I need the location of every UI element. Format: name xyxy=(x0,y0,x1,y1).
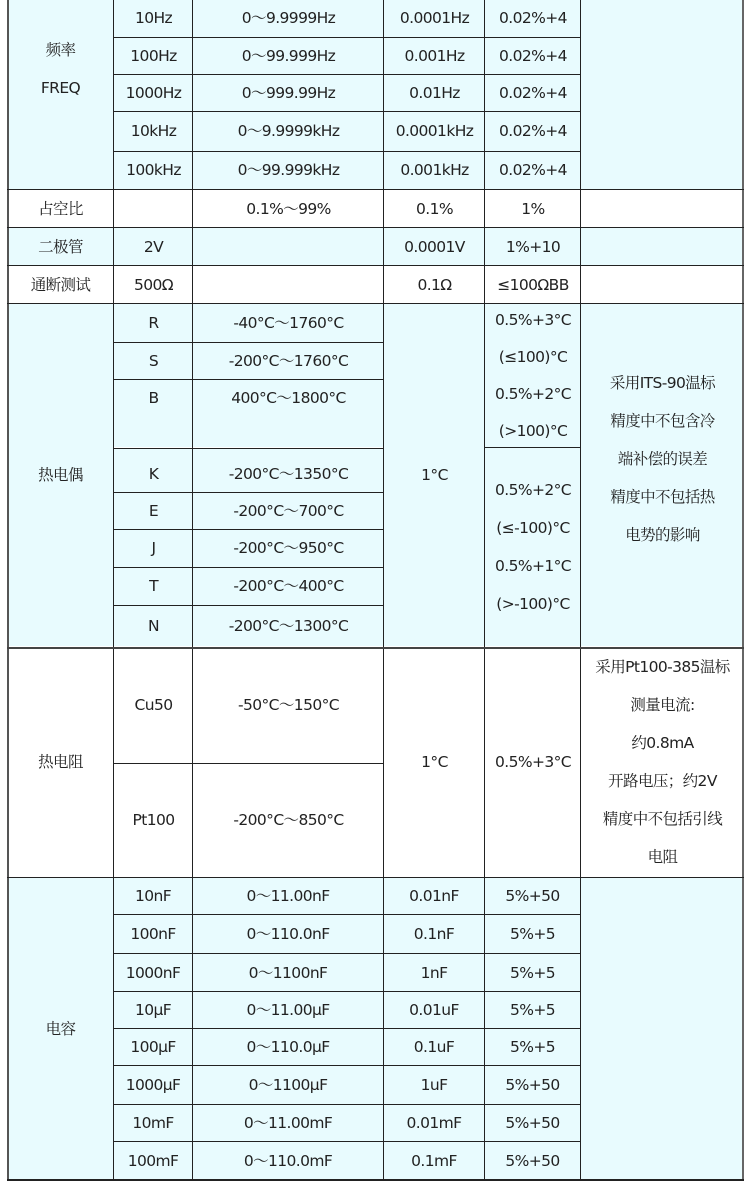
cap-range: 10mF xyxy=(114,1105,192,1141)
diode-accuracy: 1%+10 xyxy=(485,228,581,265)
rtd-type: Cu50 xyxy=(114,647,193,762)
freq-range: 10kHz xyxy=(114,111,193,151)
cap-resolution: 0.1uF xyxy=(384,1029,484,1065)
category-freq-label-en: FREQ xyxy=(40,79,81,97)
rtd-measure: -200°C～850°C xyxy=(193,763,384,877)
cap-measure: 0～11.00mF xyxy=(193,1105,383,1141)
row-divider xyxy=(7,647,744,649)
row-divider xyxy=(7,303,744,304)
freq-accuracy: 0.02%+4 xyxy=(485,0,581,37)
tc-accuracy-line: 0.5%+2°C xyxy=(495,385,571,403)
duty-note xyxy=(581,190,744,227)
rtd-note-line: 采用Pt100-385温标 xyxy=(595,658,730,676)
freq-accuracy: 0.02%+4 xyxy=(485,111,581,151)
row-divider xyxy=(113,74,581,75)
continuity-resolution: 0.1Ω xyxy=(384,266,485,303)
diode-note xyxy=(581,228,744,265)
tc-type: T xyxy=(114,567,193,605)
tc-measure: -200°C～700°C xyxy=(193,492,384,529)
freq-measure: 0～99.999kHz xyxy=(193,151,384,189)
cap-accuracy: 5%+5 xyxy=(485,954,580,991)
cap-measure: 0～110.0μF xyxy=(193,1029,383,1065)
diode-range: 2V xyxy=(114,228,193,265)
tc-measure: -200°C～950°C xyxy=(193,529,384,567)
cap-resolution: 0.1mF xyxy=(384,1142,484,1179)
cap-measure: 0～110.0nF xyxy=(193,915,383,953)
rtd-note xyxy=(581,647,744,877)
tc-measure: 400°C～1800°C xyxy=(193,379,384,447)
rtd-accuracy: 0.5%+3°C xyxy=(485,647,581,877)
tc-type: S xyxy=(114,342,193,379)
cap-measure: 0～11.00nF xyxy=(193,878,383,914)
tc-note-line: 采用ITS-90温标 xyxy=(609,374,716,392)
freq-resolution: 0.001kHz xyxy=(384,151,485,189)
duty-resolution: 0.1% xyxy=(384,190,485,227)
freq-accuracy: 0.02%+4 xyxy=(485,151,581,189)
freq-range: 100Hz xyxy=(114,37,193,74)
rtd-measure: -50°C～150°C xyxy=(193,647,384,762)
tc-note-line: 电势的影响 xyxy=(625,526,700,544)
row-divider xyxy=(113,37,581,38)
rtd-resolution: 1°C xyxy=(384,647,485,877)
table-border-left xyxy=(7,0,9,1181)
category-diode: 二极管 xyxy=(7,228,114,265)
freq-measure: 0～9.9999kHz xyxy=(193,111,384,151)
tc-measure: -200°C～1760°C xyxy=(193,342,384,379)
rtd-type: Pt100 xyxy=(114,763,193,877)
freq-measure: 0～999.99Hz xyxy=(193,74,384,111)
tc-accuracy-others xyxy=(485,448,581,646)
tc-measure: -200°C～400°C xyxy=(193,567,384,605)
cap-range: 1000μF xyxy=(114,1066,192,1104)
category-freq xyxy=(7,0,114,189)
row-divider xyxy=(113,342,384,343)
tc-type: R xyxy=(114,304,193,342)
freq-resolution: 0.0001kHz xyxy=(384,111,485,151)
cap-resolution: 0.01mF xyxy=(384,1105,484,1141)
row-divider xyxy=(113,379,384,380)
row-divider xyxy=(113,151,581,152)
row-divider xyxy=(113,111,581,112)
freq-accuracy: 0.02%+4 xyxy=(485,74,581,111)
category-capacitance: 电容 xyxy=(7,877,114,1181)
tc-note-line: 精度中不包含冷 xyxy=(610,412,715,430)
freq-range: 1000Hz xyxy=(114,74,193,111)
duty-range xyxy=(114,190,193,227)
diode-resolution: 0.0001V xyxy=(384,228,485,265)
cap-range: 100mF xyxy=(114,1142,192,1179)
row-divider xyxy=(113,763,384,764)
cap-accuracy: 5%+50 xyxy=(485,1105,580,1141)
capacitance-note xyxy=(581,877,744,1181)
cap-measure: 0～1100nF xyxy=(193,954,383,991)
cap-accuracy: 5%+50 xyxy=(485,1142,580,1179)
tc-type: N xyxy=(114,605,193,646)
tc-type: B xyxy=(114,379,193,447)
tc-type: J xyxy=(114,529,193,567)
freq-resolution: 0.0001Hz xyxy=(384,0,485,37)
tc-accuracy-line: 0.5%+3°C xyxy=(495,311,571,329)
freq-resolution: 0.001Hz xyxy=(384,37,485,74)
row-divider xyxy=(113,448,384,449)
tc-accuracy-line: (>100)°C xyxy=(498,422,568,440)
tc-note-line: 精度中不包括热 xyxy=(610,488,715,506)
cap-measure: 0～1100μF xyxy=(193,1066,383,1104)
tc-measure: -200°C～1350°C xyxy=(193,448,384,492)
cap-accuracy: 5%+5 xyxy=(485,992,580,1028)
category-thermocouple: 热电偶 xyxy=(7,304,114,646)
tc-accuracy-line: (≤100)°C xyxy=(498,348,568,366)
rtd-note-line: 约0.8mA xyxy=(631,734,694,752)
tc-resolution: 1°C xyxy=(384,304,485,646)
row-divider xyxy=(113,605,384,606)
cap-range: 1000nF xyxy=(114,954,192,991)
tc-type: K xyxy=(114,448,193,492)
continuity-accuracy: ≤100ΩBB xyxy=(485,266,581,303)
category-duty: 占空比 xyxy=(7,190,114,227)
rtd-note-line: 开路电压；约2V xyxy=(608,772,717,790)
rtd-note-line: 精度中不包括引线 xyxy=(602,810,723,828)
freq-measure: 0～9.9999Hz xyxy=(193,0,384,37)
continuity-measure xyxy=(193,266,384,303)
rtd-note-line: 测量电流: xyxy=(630,696,695,714)
cap-measure: 0～110.0mF xyxy=(193,1142,383,1179)
cap-range: 10μF xyxy=(114,992,192,1028)
cap-resolution: 1nF xyxy=(384,954,484,991)
rtd-note-line: 电阻 xyxy=(647,848,678,866)
freq-accuracy: 0.02%+4 xyxy=(485,37,581,74)
cap-measure: 0～11.00μF xyxy=(193,992,383,1028)
cap-resolution: 1uF xyxy=(384,1066,484,1104)
cap-range: 10nF xyxy=(114,878,192,914)
row-divider xyxy=(7,227,744,228)
cap-accuracy: 5%+5 xyxy=(485,1029,580,1065)
cap-resolution: 0.01uF xyxy=(384,992,484,1028)
freq-note xyxy=(581,0,744,189)
row-divider xyxy=(484,447,581,448)
tc-type: E xyxy=(114,492,193,529)
cap-resolution: 0.01nF xyxy=(384,878,484,914)
tc-accuracy-line: 0.5%+1°C xyxy=(495,557,571,575)
col-divider xyxy=(580,0,581,1181)
diode-measure xyxy=(193,228,384,265)
row-divider xyxy=(113,492,384,493)
tc-accuracy-rsb xyxy=(485,304,581,448)
freq-measure: 0～99.999Hz xyxy=(193,37,384,74)
freq-range: 10Hz xyxy=(114,0,193,37)
row-divider xyxy=(7,189,744,190)
category-freq-label: 频率 xyxy=(45,41,76,59)
cap-range: 100nF xyxy=(114,915,192,953)
cap-range: 100μF xyxy=(114,1029,192,1065)
tc-accuracy-line: (>-100)°C xyxy=(496,595,570,613)
cap-resolution: 0.1nF xyxy=(384,915,484,953)
duty-measure: 0.1%～99% xyxy=(193,190,384,227)
cap-accuracy: 5%+50 xyxy=(485,878,580,914)
cap-accuracy: 5%+50 xyxy=(485,1066,580,1104)
row-divider xyxy=(113,529,384,530)
row-divider xyxy=(113,567,384,568)
category-continuity: 通断测试 xyxy=(7,266,114,303)
tc-note xyxy=(581,304,744,646)
duty-accuracy: 1% xyxy=(485,190,581,227)
tc-measure: -40°C～1760°C xyxy=(193,304,384,342)
category-rtd: 热电阻 xyxy=(7,647,114,877)
cap-accuracy: 5%+5 xyxy=(485,915,580,953)
tc-accuracy-line: (≤-100)°C xyxy=(496,519,570,537)
row-divider xyxy=(7,265,744,266)
continuity-note xyxy=(581,266,744,303)
continuity-range: 500Ω xyxy=(114,266,193,303)
table-border-right xyxy=(742,0,744,1181)
freq-range: 100kHz xyxy=(114,151,193,189)
freq-resolution: 0.01Hz xyxy=(384,74,485,111)
tc-accuracy-line: 0.5%+2°C xyxy=(495,481,571,499)
tc-measure: -200°C～1300°C xyxy=(193,605,384,646)
tc-note-line: 端补偿的误差 xyxy=(617,450,708,468)
